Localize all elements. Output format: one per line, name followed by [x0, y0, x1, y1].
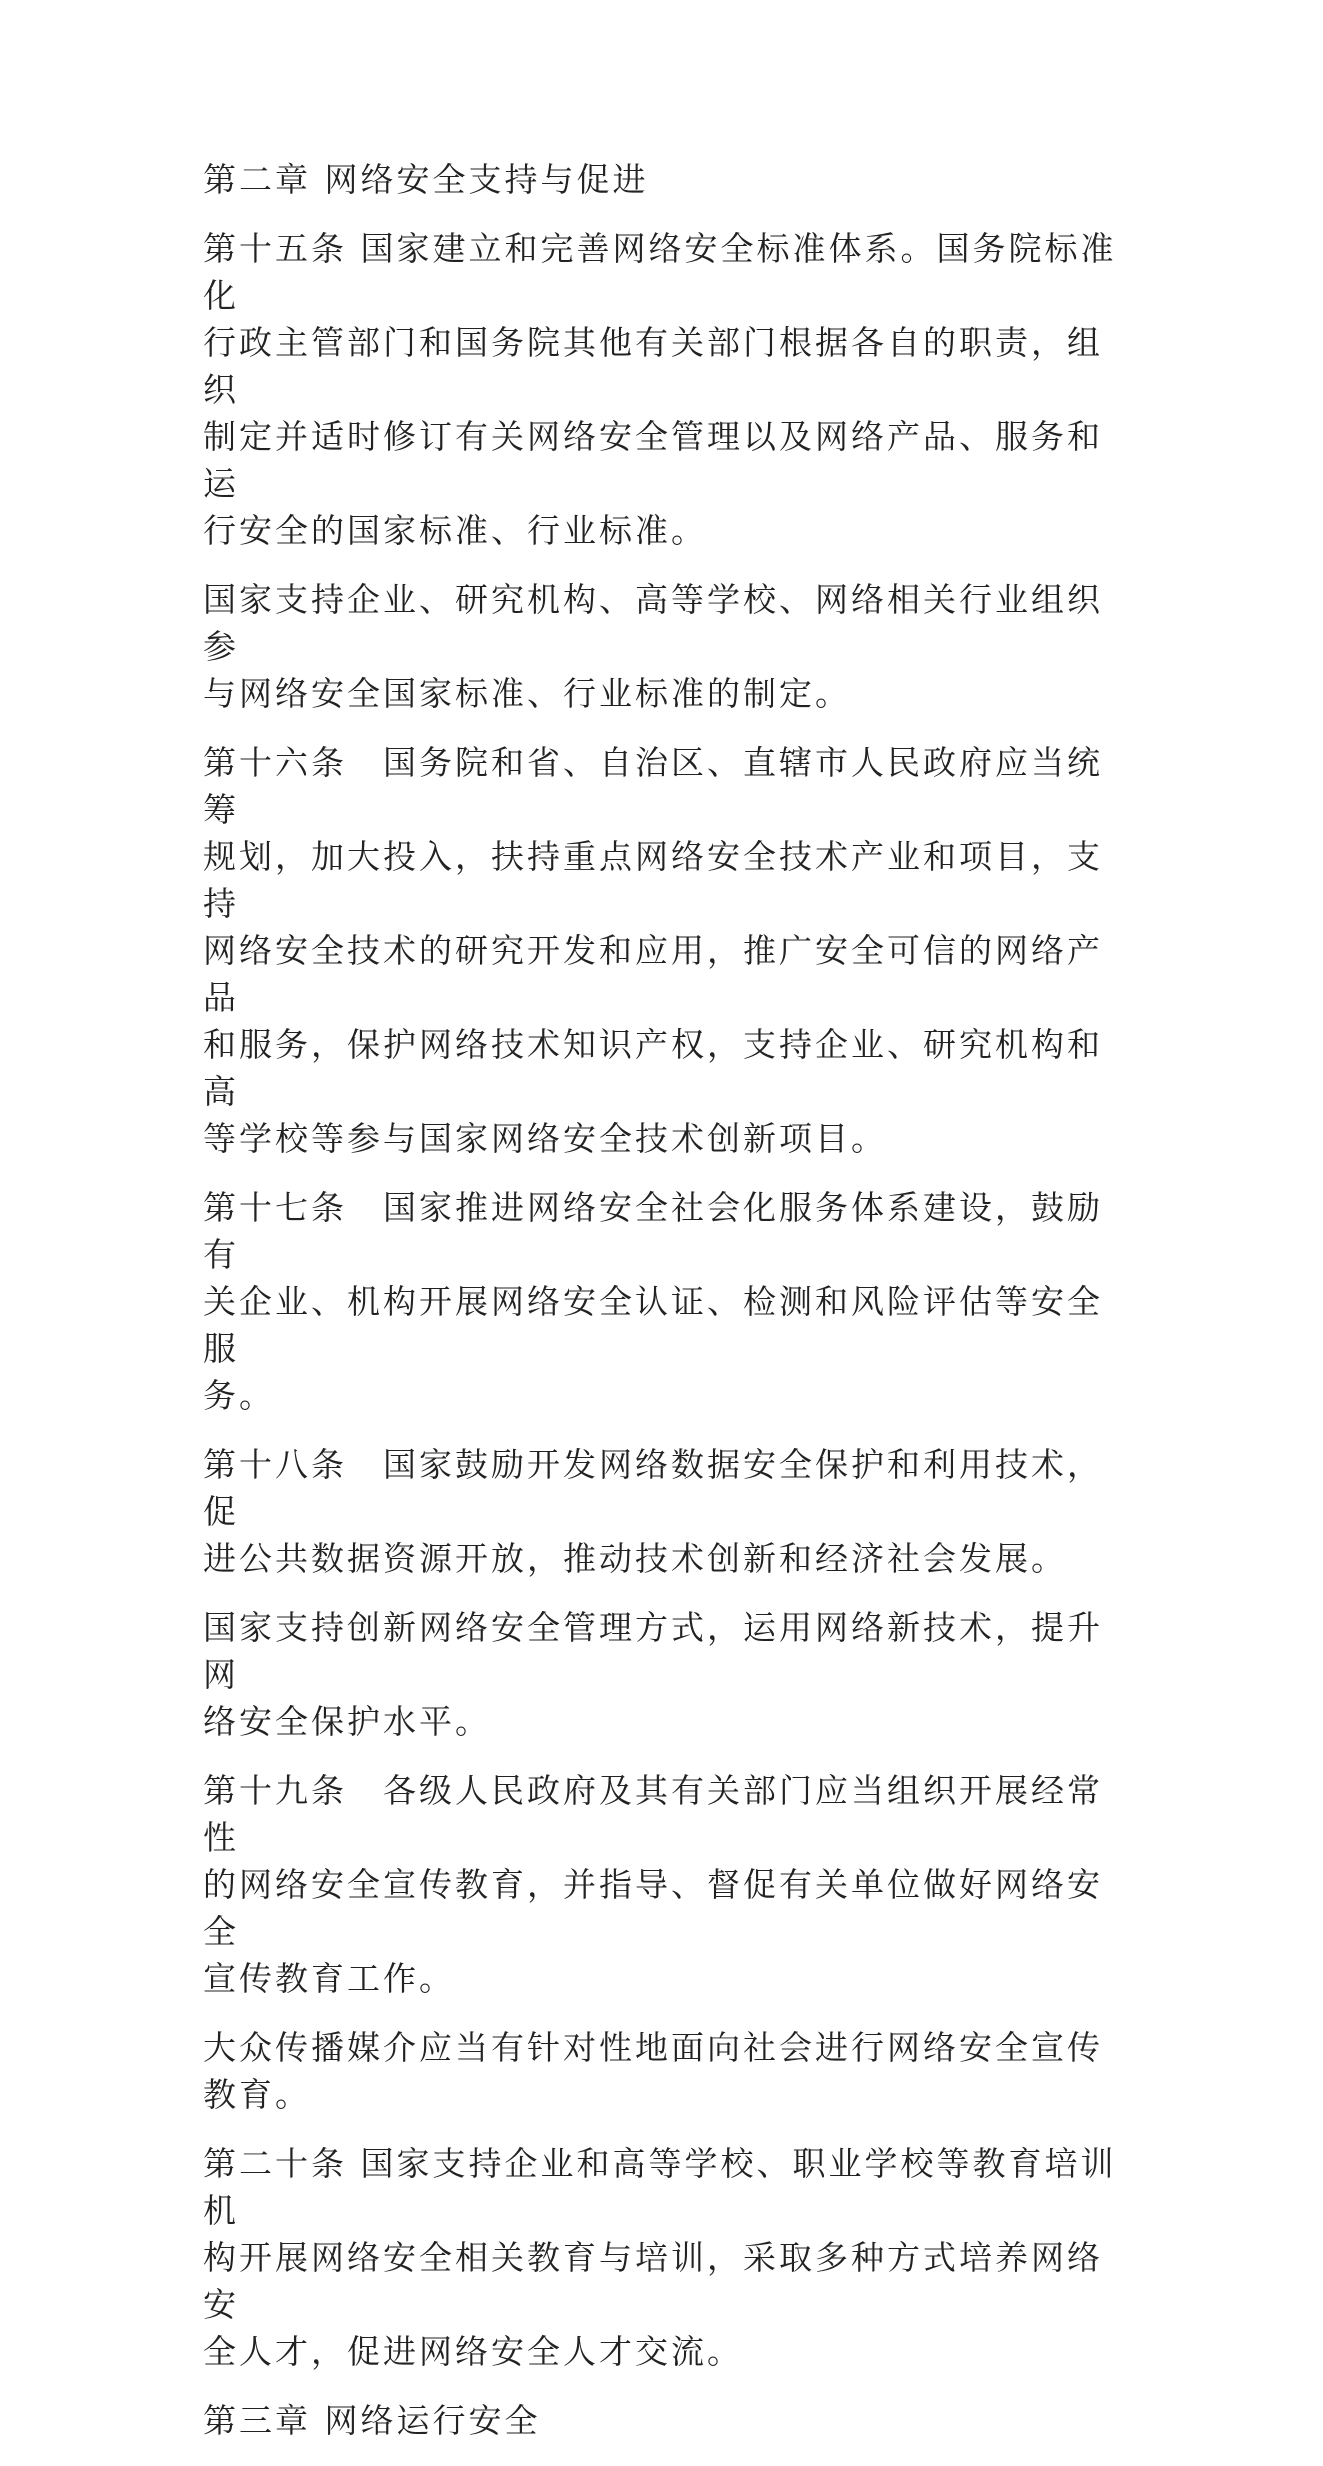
- chapter-heading: 第二章 网络安全支持与促进: [203, 160, 649, 199]
- article-18: 第十八条 国家鼓励开发网络数据安全保护和利用技术，促 进公共数据资源开放，推动技术创新和经济社会发展。: [203, 1445, 1103, 1578]
- article-17: 第十七条 国家推进网络安全社会化服务体系建设，鼓励有 关企业、机构开展网络安全认证、检测和风险评估等安全服 务。: [203, 1188, 1103, 1415]
- article-18-paragraph-2: 国家支持创新网络安全管理方式，运用网络新技术，提升网 络安全保护水平。: [203, 1608, 1103, 1741]
- document-body: [203, 156, 1133, 2466]
- article-19-paragraph-2: 大众传播媒介应当有针对性地面向社会进行网络安全宣传 教育。: [203, 2028, 1103, 2114]
- article-15-paragraph-2: 国家支持企业、研究机构、高等学校、网络相关行业组织参 与网络安全国家标准、行业标准的制定。: [203, 580, 1103, 713]
- article-15: 第十五条 国家建立和完善网络安全标准体系。国务院标准化 行政主管部门和国务院其他有关部门根据各自的职责，组织 制定并适时修订有关网络安全管理以及网络产品、服务和运 行安全的国家标准、行业标准。: [203, 229, 1117, 550]
- chapter-heading-3: 第三章 网络运行安全: [203, 2401, 541, 2440]
- article-16: 第十六条 国务院和省、自治区、直辖市人民政府应当统筹 规划，加大投入，扶持重点网络安全技术产业和项目，支持 网络安全技术的研究开发和应用，推广安全可信的网络产品 和服务，保护网络技术知识产权，支持企业、研究机构和高 等学校等参与国家网络安全技术创新项目。: [203, 743, 1103, 1158]
- article-19: 第十九条 各级人民政府及其有关部门应当组织开展经常性 的网络安全宣传教育，并指导、督促有关单位做好网络安全 宣传教育工作。: [203, 1771, 1103, 1998]
- article-20: 第二十条 国家支持企业和高等学校、职业学校等教育培训机 构开展网络安全相关教育与培训，采取多种方式培养网络安 全人才，促进网络安全人才交流。: [203, 2144, 1117, 2371]
